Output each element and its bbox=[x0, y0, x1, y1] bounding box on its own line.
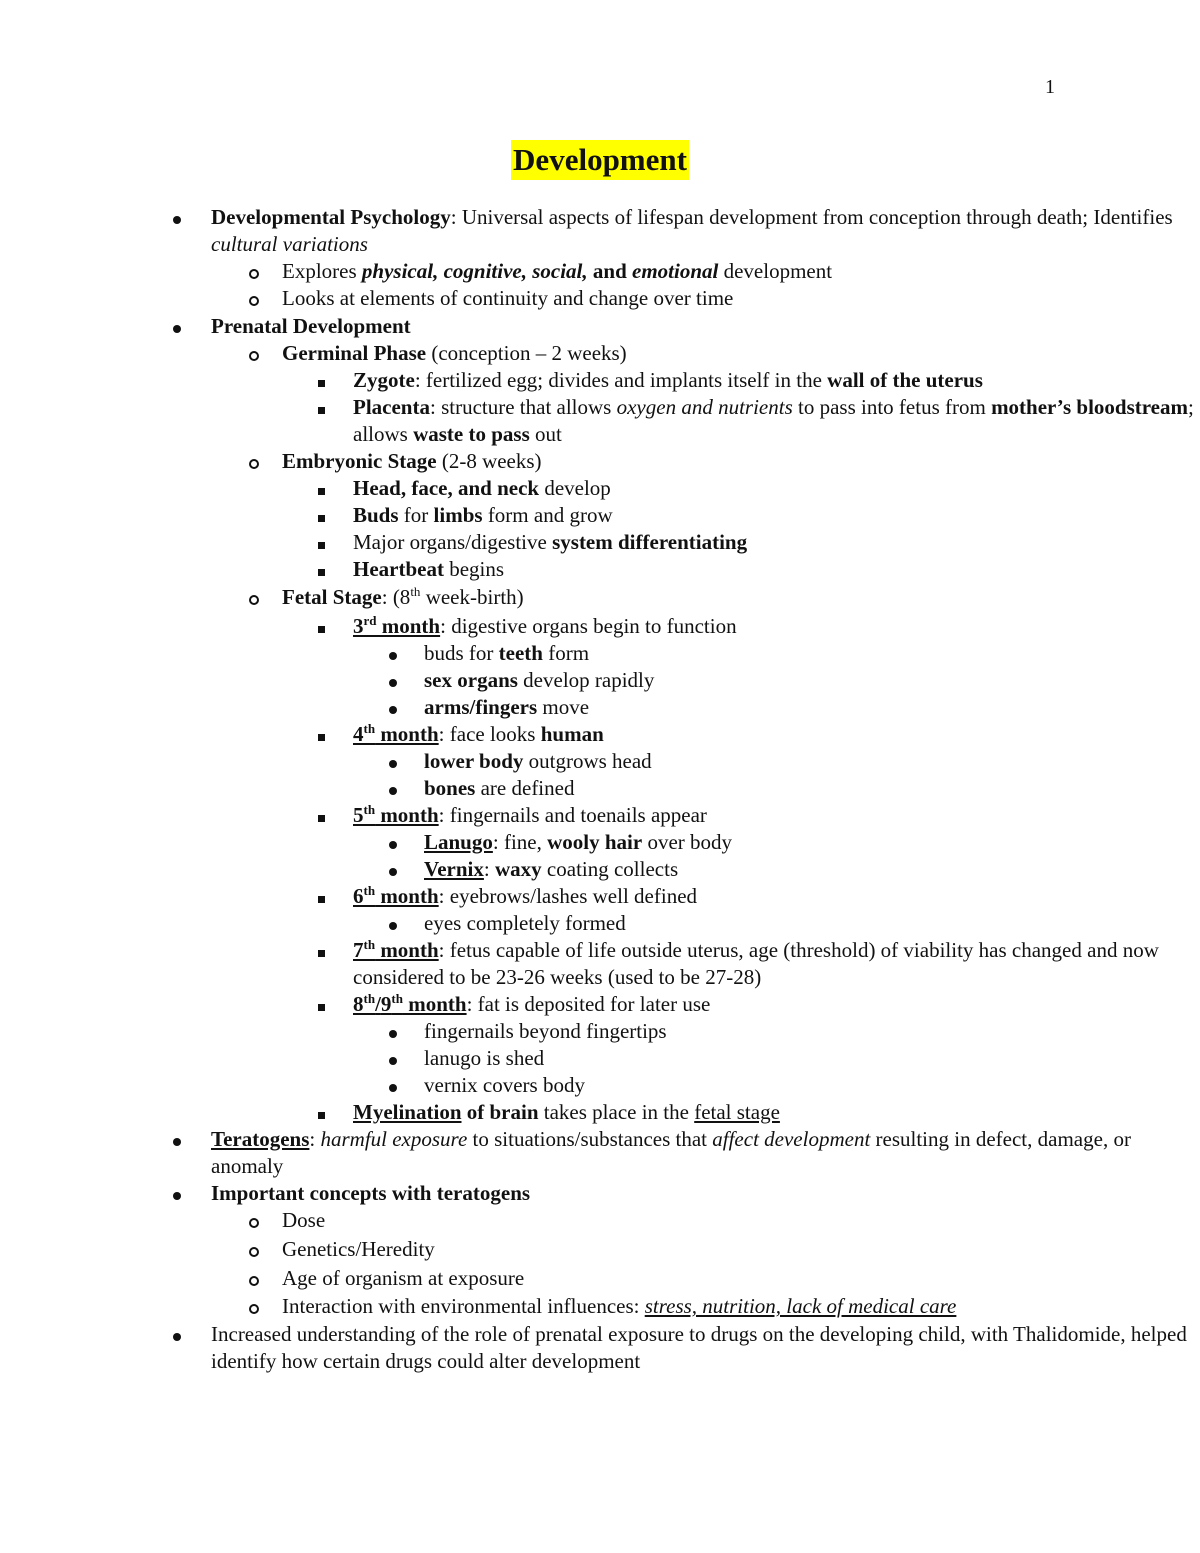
text: are defined bbox=[475, 776, 575, 800]
term: Myelination bbox=[353, 1100, 462, 1124]
text: coating collects bbox=[541, 857, 679, 881]
underlined-text: fetal stage bbox=[694, 1100, 780, 1124]
list-item-7th-month bbox=[0, 937, 1200, 991]
bullet-disc-icon bbox=[173, 1180, 181, 1207]
bullet-square-icon bbox=[318, 937, 325, 964]
bold-text: lower body bbox=[424, 749, 524, 773]
list-item-4th-month bbox=[0, 721, 1200, 748]
list-item-8th-9th-month bbox=[0, 991, 1200, 1018]
bullet-circle-icon bbox=[249, 1293, 259, 1321]
page-number: 1 bbox=[1045, 76, 1055, 98]
bold-text: Heartbeat bbox=[353, 557, 444, 581]
text: Interaction with environmental influences: bbox=[282, 1294, 645, 1318]
list-item-prenatal-development bbox=[0, 313, 1200, 340]
list-item-major-organs bbox=[0, 529, 1200, 556]
bullet-square-icon bbox=[318, 721, 325, 748]
list-item-thalidomide bbox=[0, 1321, 1200, 1375]
month-number: 7 bbox=[353, 938, 364, 962]
term: Teratogens bbox=[211, 1127, 310, 1151]
superscript: th bbox=[363, 937, 376, 952]
bullet-square-icon bbox=[318, 556, 325, 583]
superscript: th bbox=[391, 991, 403, 1006]
bold-text: mother’s bloodstream bbox=[991, 395, 1188, 419]
list-item-genetics bbox=[0, 1236, 1200, 1263]
italic-text: cultural variations bbox=[211, 232, 368, 256]
list-item-lower-body bbox=[0, 748, 1200, 775]
bullet-disc-icon bbox=[389, 1072, 397, 1099]
text: form and grow bbox=[482, 503, 613, 527]
month-label: month bbox=[375, 722, 439, 746]
bullet-disc-icon bbox=[389, 856, 397, 883]
term: Developmental Psychology bbox=[211, 205, 451, 229]
list-item-eyes bbox=[0, 910, 1200, 937]
list-item-explores bbox=[0, 258, 1200, 285]
month-number: 9 bbox=[380, 992, 392, 1016]
text: Increased understanding of the role of prenatal exposure to drugs on the developing child, with Thalidomide, helped identify how certain drugs could alter development bbox=[211, 1322, 1187, 1373]
term: Germinal Phase bbox=[282, 341, 427, 365]
bullet-circle-icon bbox=[249, 1236, 259, 1264]
bullet-disc-icon bbox=[389, 1018, 397, 1045]
list-item-lanugo-shed bbox=[0, 1045, 1200, 1072]
superscript: th bbox=[363, 991, 376, 1006]
list-item-embryonic-stage bbox=[0, 448, 1200, 475]
text: Looks at elements of continuity and change over time bbox=[282, 286, 734, 310]
bullet-disc-icon bbox=[173, 1321, 181, 1348]
text: for bbox=[398, 503, 434, 527]
bullet-square-icon bbox=[318, 502, 325, 529]
term: Embryonic Stage bbox=[282, 449, 437, 473]
bullet-circle-icon bbox=[249, 1265, 259, 1293]
superscript: rd bbox=[363, 613, 377, 628]
bullet-square-icon bbox=[318, 1099, 325, 1126]
bullet-square-icon bbox=[318, 883, 325, 910]
text: : structure that allows bbox=[429, 395, 617, 419]
bold-text: arms/fingers bbox=[424, 695, 538, 719]
text: ; allows bbox=[353, 395, 1194, 446]
text: Genetics/Heredity bbox=[282, 1237, 435, 1261]
text: Explores bbox=[282, 259, 362, 283]
list-item-important-concepts bbox=[0, 1180, 1200, 1207]
month-label: month bbox=[375, 803, 439, 827]
term: Placenta bbox=[353, 395, 430, 419]
text: : bbox=[483, 857, 495, 881]
text: buds for bbox=[424, 641, 499, 665]
bullet-circle-icon bbox=[249, 340, 259, 368]
bullet-disc-icon bbox=[389, 829, 397, 856]
list-item-developmental-psychology bbox=[0, 204, 1200, 258]
list-item-vernix bbox=[0, 856, 1200, 883]
list-item-heartbeat bbox=[0, 556, 1200, 583]
italic-text: affect development bbox=[712, 1127, 871, 1151]
bullet-disc-icon bbox=[389, 640, 397, 667]
bold-text: wooly hair bbox=[547, 830, 643, 854]
bold-text: teeth bbox=[498, 641, 543, 665]
bullet-square-icon bbox=[318, 529, 325, 556]
title-wrap bbox=[0, 140, 1200, 180]
text: lanugo is shed bbox=[424, 1046, 545, 1070]
text: fingernails beyond fingertips bbox=[424, 1019, 667, 1043]
bullet-circle-icon bbox=[249, 584, 259, 612]
heading: Important concepts with teratogens bbox=[211, 1181, 531, 1205]
list-item-germinal-phase bbox=[0, 340, 1200, 367]
term: Lanugo bbox=[424, 830, 493, 854]
list-item-fingernails bbox=[0, 1018, 1200, 1045]
list-item-bones bbox=[0, 775, 1200, 802]
bullet-circle-icon bbox=[249, 1207, 259, 1235]
text: : bbox=[309, 1127, 321, 1151]
list-item-3rd-month bbox=[0, 613, 1200, 640]
text: development bbox=[718, 259, 833, 283]
bullet-square-icon bbox=[318, 394, 325, 421]
list-item-age bbox=[0, 1265, 1200, 1292]
term: Fetal Stage bbox=[282, 585, 382, 609]
text: begins bbox=[443, 557, 505, 581]
list-item-lanugo bbox=[0, 829, 1200, 856]
list-item-dose bbox=[0, 1207, 1200, 1234]
bold-italic-text: physical, cognitive, social, bbox=[361, 259, 588, 283]
bullet-disc-icon bbox=[389, 775, 397, 802]
list-item-fetal-stage bbox=[0, 584, 1200, 611]
text: (2-8 weeks) bbox=[436, 449, 542, 473]
bold-text: bones bbox=[424, 776, 476, 800]
text: outgrows head bbox=[523, 749, 652, 773]
bold-italic-text: emotional bbox=[632, 259, 719, 283]
text: to pass into fetus from bbox=[792, 395, 992, 419]
bullet-square-icon bbox=[318, 367, 325, 394]
list-item-continuity bbox=[0, 285, 1200, 312]
list-item-placenta bbox=[0, 394, 1200, 448]
list-item-vernix-covers bbox=[0, 1072, 1200, 1099]
bold-text: Buds bbox=[353, 503, 399, 527]
definition: : Universal aspects of lifespan development from conception through death; Identifies bbox=[450, 205, 1173, 229]
list-item-teratogens bbox=[0, 1126, 1200, 1180]
list-item-sex-organs bbox=[0, 667, 1200, 694]
list-item-arms-fingers bbox=[0, 694, 1200, 721]
text: : face looks bbox=[438, 722, 541, 746]
month-label: month bbox=[375, 884, 439, 908]
bold-text: and bbox=[587, 259, 632, 283]
list-item-buds bbox=[0, 502, 1200, 529]
month-number: 4 bbox=[353, 722, 364, 746]
text: vernix covers body bbox=[424, 1073, 585, 1097]
text: : eyebrows/lashes well defined bbox=[438, 884, 698, 908]
bold-text: wall of the uterus bbox=[827, 368, 983, 392]
text: move bbox=[537, 695, 590, 719]
bullet-square-icon bbox=[318, 613, 325, 640]
text: develop rapidly bbox=[517, 668, 655, 692]
bullet-disc-icon bbox=[173, 1126, 181, 1153]
text: eyes completely formed bbox=[424, 911, 626, 935]
page-title: Development bbox=[511, 140, 689, 180]
bold-text: system differentiating bbox=[552, 530, 748, 554]
bold-text: waste to pass bbox=[413, 422, 530, 446]
bold-text: sex organs bbox=[424, 668, 518, 692]
superscript: th bbox=[363, 721, 376, 736]
bullet-disc-icon bbox=[389, 667, 397, 694]
text: week-birth) bbox=[420, 585, 524, 609]
text: : fetus capable of life outside uterus, age (threshold) of viability has changed and now considered to be 23-26 weeks (used to be 27-28) bbox=[353, 938, 1159, 989]
bold-text: of brain bbox=[461, 1100, 539, 1124]
bullet-circle-icon bbox=[249, 285, 259, 313]
bullet-disc-icon bbox=[389, 910, 397, 937]
month-label: month bbox=[375, 938, 439, 962]
bullet-disc-icon bbox=[389, 1045, 397, 1072]
bullet-disc-icon bbox=[173, 313, 181, 340]
text: : fingernails and toenails appear bbox=[438, 803, 707, 827]
text: : fine, bbox=[492, 830, 548, 854]
text: : (8 bbox=[381, 585, 411, 609]
text: : digestive organs begin to function bbox=[440, 614, 737, 638]
month-number: 3 bbox=[353, 614, 364, 638]
text: takes place in the bbox=[538, 1100, 695, 1124]
bold-text: waxy bbox=[495, 857, 542, 881]
list-item-interaction bbox=[0, 1293, 1200, 1320]
month-number: 5 bbox=[353, 803, 364, 827]
text: form bbox=[542, 641, 590, 665]
term: Zygote bbox=[353, 368, 415, 392]
italic-text: oxygen and nutrients bbox=[616, 395, 793, 419]
list-item-zygote bbox=[0, 367, 1200, 394]
text: : fertilized egg; divides and implants itself in the bbox=[414, 368, 828, 392]
heading: Prenatal Development bbox=[211, 314, 411, 338]
superscript: th bbox=[363, 883, 376, 898]
text: over body bbox=[642, 830, 733, 854]
bullet-square-icon bbox=[318, 475, 325, 502]
month-label: month bbox=[376, 614, 441, 638]
bullet-disc-icon bbox=[389, 748, 397, 775]
list-item-5th-month bbox=[0, 802, 1200, 829]
text: develop bbox=[539, 476, 611, 500]
text: : fat is deposited for later use bbox=[466, 992, 711, 1016]
bold-text: Head, face, and neck bbox=[353, 476, 540, 500]
list-item-head-face-neck bbox=[0, 475, 1200, 502]
text: out bbox=[529, 422, 562, 446]
bullet-disc-icon bbox=[389, 694, 397, 721]
italic-text: harmful exposure bbox=[320, 1127, 468, 1151]
text: Dose bbox=[282, 1208, 326, 1232]
bold-text: human bbox=[540, 722, 604, 746]
bullet-disc-icon bbox=[173, 204, 181, 231]
superscript: th bbox=[410, 584, 421, 599]
bold-text: limbs bbox=[433, 503, 483, 527]
slash: / bbox=[375, 992, 381, 1016]
text: Age of organism at exposure bbox=[282, 1266, 525, 1290]
month-number: 8 bbox=[353, 992, 364, 1016]
term: Vernix bbox=[424, 857, 484, 881]
bullet-square-icon bbox=[318, 991, 325, 1018]
italic-underlined-text: stress, nutrition, lack of medical care bbox=[644, 1294, 957, 1318]
text: (conception – 2 weeks) bbox=[426, 341, 627, 365]
list-item-teeth bbox=[0, 640, 1200, 667]
list-item-6th-month bbox=[0, 883, 1200, 910]
month-number: 6 bbox=[353, 884, 364, 908]
text: resulting in defect, damage, or anomaly bbox=[211, 1127, 1131, 1178]
text: to situations/substances that bbox=[467, 1127, 713, 1151]
outline bbox=[0, 204, 1200, 1375]
bullet-square-icon bbox=[318, 802, 325, 829]
month-label: month bbox=[402, 992, 467, 1016]
bullet-circle-icon bbox=[249, 448, 259, 476]
superscript: th bbox=[363, 802, 376, 817]
text: Major organs/digestive bbox=[353, 530, 553, 554]
list-item-myelination bbox=[0, 1099, 1200, 1126]
bullet-circle-icon bbox=[249, 258, 259, 286]
